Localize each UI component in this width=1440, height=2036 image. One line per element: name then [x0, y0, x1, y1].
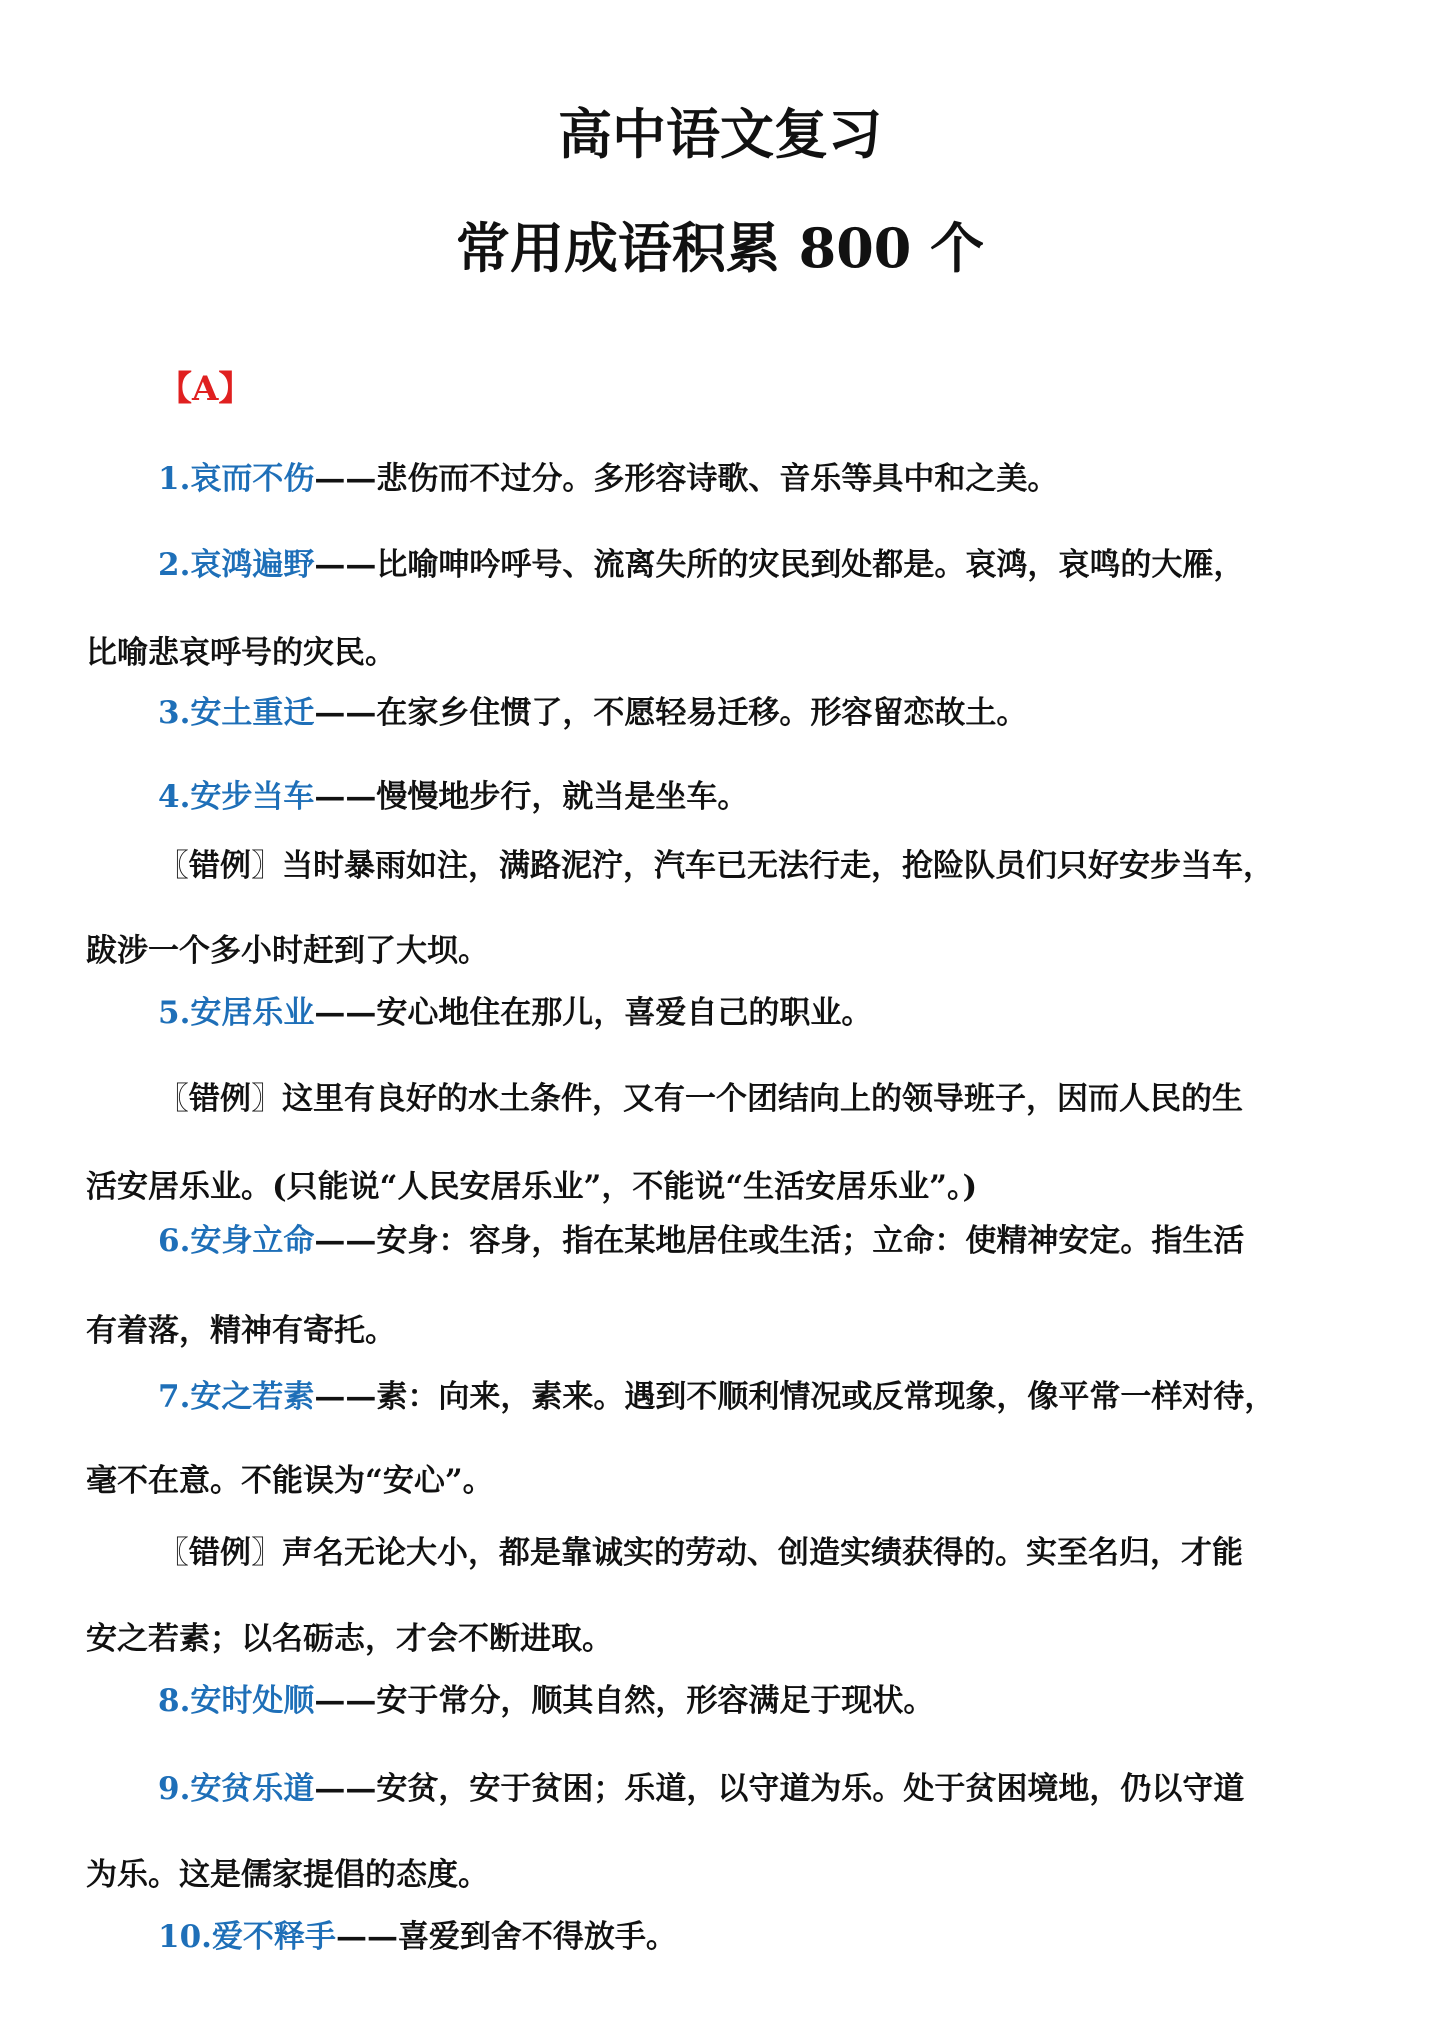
entry-number: 9. [158, 1771, 191, 1807]
example-bracket-open: 〖 [158, 1535, 189, 1571]
entry-number: 10. [158, 1919, 212, 1955]
idiom-definition: ——慢慢地步行，就当是坐车。 [314, 779, 749, 815]
idiom-term: 安贫乐道 [190, 1771, 315, 1807]
entry-2 [158, 544, 1244, 586]
example-text: 声名无论大小，都是靠诚实的劳动、创造实绩获得的。实至名归，才能 [282, 1535, 1243, 1571]
idiom-term: 安身立命 [190, 1223, 315, 1259]
entry-number: 8. [158, 1683, 191, 1719]
entry-7-continuation: 毫不在意。不能误为“安心”。 [86, 1463, 494, 1499]
entry-6 [158, 1220, 1244, 1262]
idiom-definition: ——安贫，安于贫困；乐道，以守道为乐。处于贫困境地，仍以守道 [314, 1771, 1245, 1807]
entry-5-example [158, 1078, 1243, 1120]
entry-8 [158, 1680, 934, 1722]
idiom-definition: ——安心地住在那儿，喜爱自己的职业。 [314, 995, 873, 1031]
idiom-definition: ——安身：容身，指在某地居住或生活；立命：使精神安定。指生活 [314, 1223, 1245, 1259]
entry-10 [158, 1916, 677, 1958]
idiom-term: 哀鸿遍野 [190, 547, 315, 583]
example-bracket-open: 〖 [158, 1081, 189, 1117]
entry-number: 4. [158, 779, 191, 815]
entry-number: 5. [158, 995, 191, 1031]
entry-2-continuation: 比喻悲哀呼号的灾民。 [86, 635, 396, 671]
entry-4-example [158, 845, 1274, 887]
entry-number: 1. [158, 461, 191, 497]
entry-number: 2. [158, 547, 191, 583]
idiom-term: 安时处顺 [190, 1683, 315, 1719]
idiom-term: 安之若素 [190, 1379, 315, 1415]
idiom-definition: ——在家乡住惯了，不愿轻易迁移。形容留恋故土。 [314, 695, 1028, 731]
example-bracket-close: 〗 [251, 1081, 282, 1117]
idiom-definition: ——素：向来，素来。遇到不顺利情况或反常现象，像平常一样对待， [314, 1379, 1276, 1415]
idiom-definition: ——安于常分，顺其自然，形容满足于现状。 [314, 1683, 935, 1719]
entry-3 [158, 692, 1027, 734]
entry-7-example-continuation: 安之若素；以名砺志，才会不断进取。 [86, 1621, 613, 1657]
entry-6-continuation: 有着落，精神有寄托。 [86, 1313, 396, 1349]
example-text: 当时暴雨如注，满路泥泞，汽车已无法行走，抢险队员们只好安步当车， [282, 848, 1274, 884]
entry-number: 7. [158, 1379, 191, 1415]
entry-number: 3. [158, 695, 191, 731]
idiom-term: 安土重迁 [190, 695, 315, 731]
idiom-term: 安居乐业 [190, 995, 315, 1031]
entry-5-example-continuation: 活安居乐业。(只能说“人民安居乐业”，不能说“生活安居乐业”。) [86, 1169, 978, 1205]
idiom-definition: ——喜爱到舍不得放手。 [335, 1919, 677, 1955]
entry-number: 6. [158, 1223, 191, 1259]
example-bracket-close: 〗 [251, 1535, 282, 1571]
idiom-definition: ——比喻呻吟呼号、流离失所的灾民到处都是。哀鸿，哀鸣的大雁， [314, 547, 1245, 583]
idiom-term: 安步当车 [190, 779, 315, 815]
example-label: 错例 [189, 848, 251, 884]
idiom-term: 爱不释手 [211, 1919, 336, 1955]
example-label: 错例 [189, 1081, 251, 1117]
entry-4-example-continuation: 跋涉一个多小时赶到了大坝。 [86, 933, 489, 969]
idiom-definition: ——悲伤而不过分。多形容诗歌、音乐等具中和之美。 [314, 461, 1059, 497]
example-bracket-open: 〖 [158, 848, 189, 884]
entry-5 [158, 992, 872, 1034]
idiom-term: 哀而不伤 [190, 461, 315, 497]
entry-9-continuation: 为乐。这是儒家提倡的态度。 [86, 1857, 489, 1893]
example-text: 这里有良好的水土条件，又有一个团结向上的领导班子，因而人民的生 [282, 1081, 1243, 1117]
section-label-a: 【A】 [158, 369, 253, 409]
entry-9 [158, 1768, 1244, 1810]
entry-1 [158, 458, 1058, 500]
entry-4 [158, 776, 748, 818]
example-label: 错例 [189, 1535, 251, 1571]
example-bracket-close: 〗 [251, 848, 282, 884]
page-subtitle: 常用成语积累 800 个 [455, 216, 985, 280]
entry-7 [158, 1376, 1275, 1418]
page-title: 高中语文复习 [558, 102, 882, 166]
entry-7-example [158, 1532, 1243, 1574]
